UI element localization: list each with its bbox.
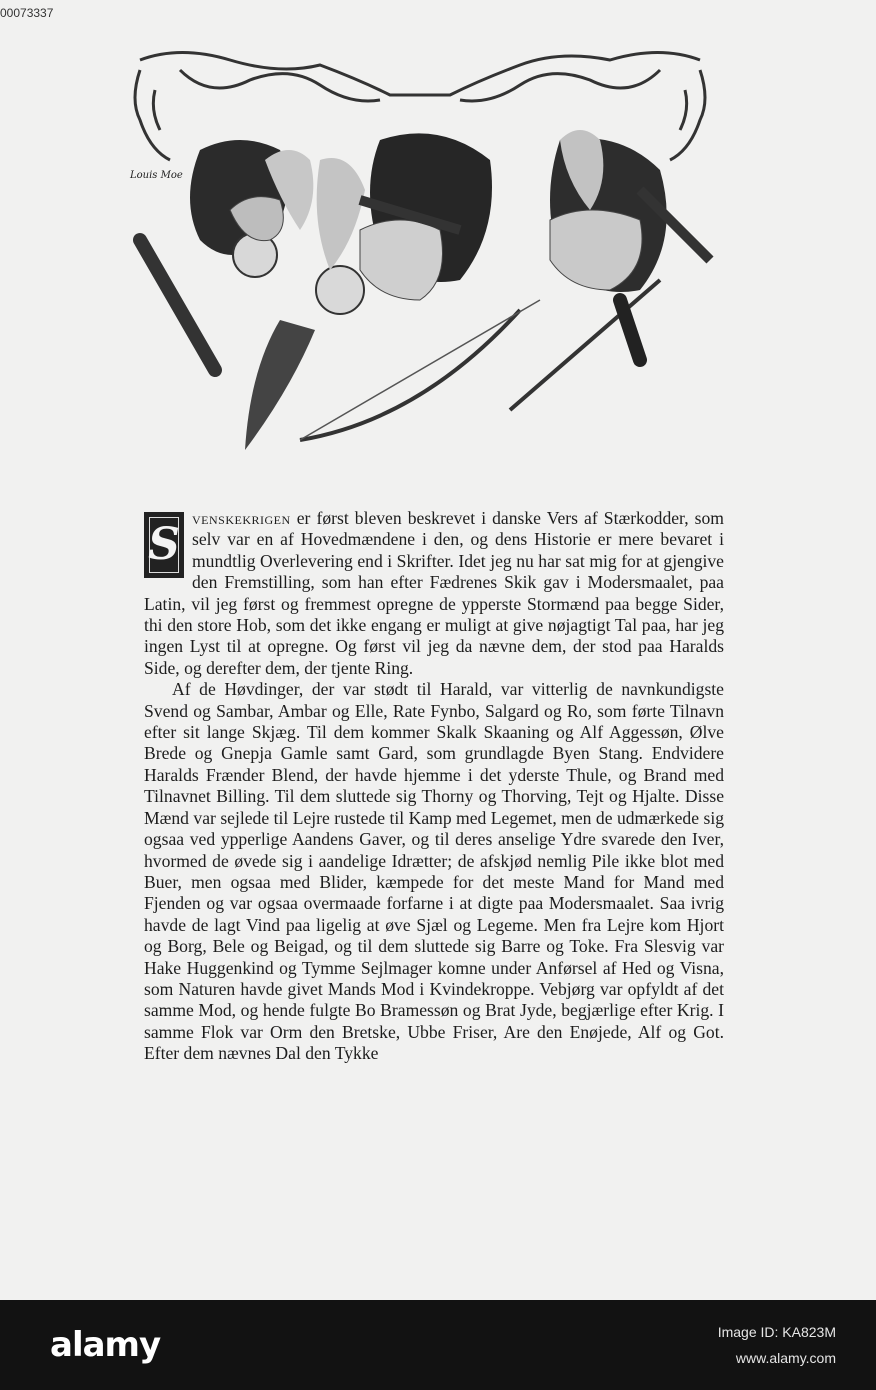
artist-signature: Louis Moe: [130, 170, 183, 181]
image-id: Image ID: KA823M: [717, 1324, 836, 1340]
page-id: 00073337: [0, 6, 54, 20]
paragraph-1-text: er først bleven beskrevet i danske Vers af Stærkodder, som selv var en af Hovedmændene i den, og dens Historie er mere bevaret i mundtlig Overlevering end i Skrifter. Idet jeg nu har sat mig for at gjengive den Fremstilling, som han efter Fædrenes Skik gav i Modersmaalet, paa Latin, vil jeg først og fremmest opregne de ypperste Stormænd paa begge Sider, thi den store Hob, som det ikke engang er muligt at give nøjagtigt Tal paa, har jeg ingen Lyst til at opregne. Og først vil jeg da nævne dem, der stod paa Haralds Side, og derefter dem, der tjente Ring.: [144, 508, 724, 678]
viking-warriors-illustration: [120, 40, 720, 480]
brand-logo: alamy: [50, 1325, 161, 1365]
article-body: [144, 508, 724, 1065]
paragraph-1: [144, 508, 724, 679]
site-url: www.alamy.com: [735, 1350, 836, 1366]
drop-cap-letter: S: [149, 517, 179, 573]
paragraph-2: Af de Høvdinger, der var stødt til Harald, var vitterlig de navnkundigste Svend og Sambar, Ambar og Elle, Rate Fynbo, Salgard og Ro, som førte Tilnavn efter sit lange Skjæg. Til dem kommer Skalk Skaaning og Alf Aggessøn, Ølve Brede og Gnepja Gamle samt Gard, som grundlagde Byen Stang. Endvidere Haralds Frænder Blend, der havde hjemme i det yderste Thule, og Brand med Tilnavnet Billing. Til dem sluttede sig Thorny og Thorving, Tejt og Hjalte. Disse Mænd var sejlede til Lejre rustede til Kamp med Legemet, men de udmærkede sig ogsaa ved ypperlige Aandens Gaver, og til deres anselige Ydre svarede den Iver, hvormed de øvede sig i aandelige Idrætter; de afskjød nemlig Pile ikke blot med Buer, men ogsaa med Blider, kæmpede for det meste Mand for Mand med Fjenden og var ogsaa overmaade forfarne i at digte paa Modersmaalet. Saa ivrig havde de lagt Vind paa ligelig at øve Sjæl og Legeme. Men fra Lejre kom Hjort og Borg, Bele og Beigad, og til dem sluttede sig Barre og Toke. Fra Slesvig var Hake Huggenkind og Tymme Sejlmager komne under Anførsel af Hed og Visna, som Naturen havde givet Mands Mod i Kvindekroppe. Vebjørg var opfyldt af det samme Mod, og hende fulgte Bo Bramessøn og Brat Jyde, begjærlige efter Krig. I samme Flok var Orm den Bretske, Ubbe Friser, Are den Enøjede, Alf og Got. Efter dem nævnes Dal den Tykke: [144, 679, 724, 1064]
drop-cap: [144, 512, 184, 578]
watermark-footer: [0, 1300, 876, 1390]
image-meta: [718, 1319, 836, 1371]
lead-small-caps: venskekrigen: [192, 508, 291, 528]
viking-warriors-illustration-icon: [120, 40, 720, 480]
